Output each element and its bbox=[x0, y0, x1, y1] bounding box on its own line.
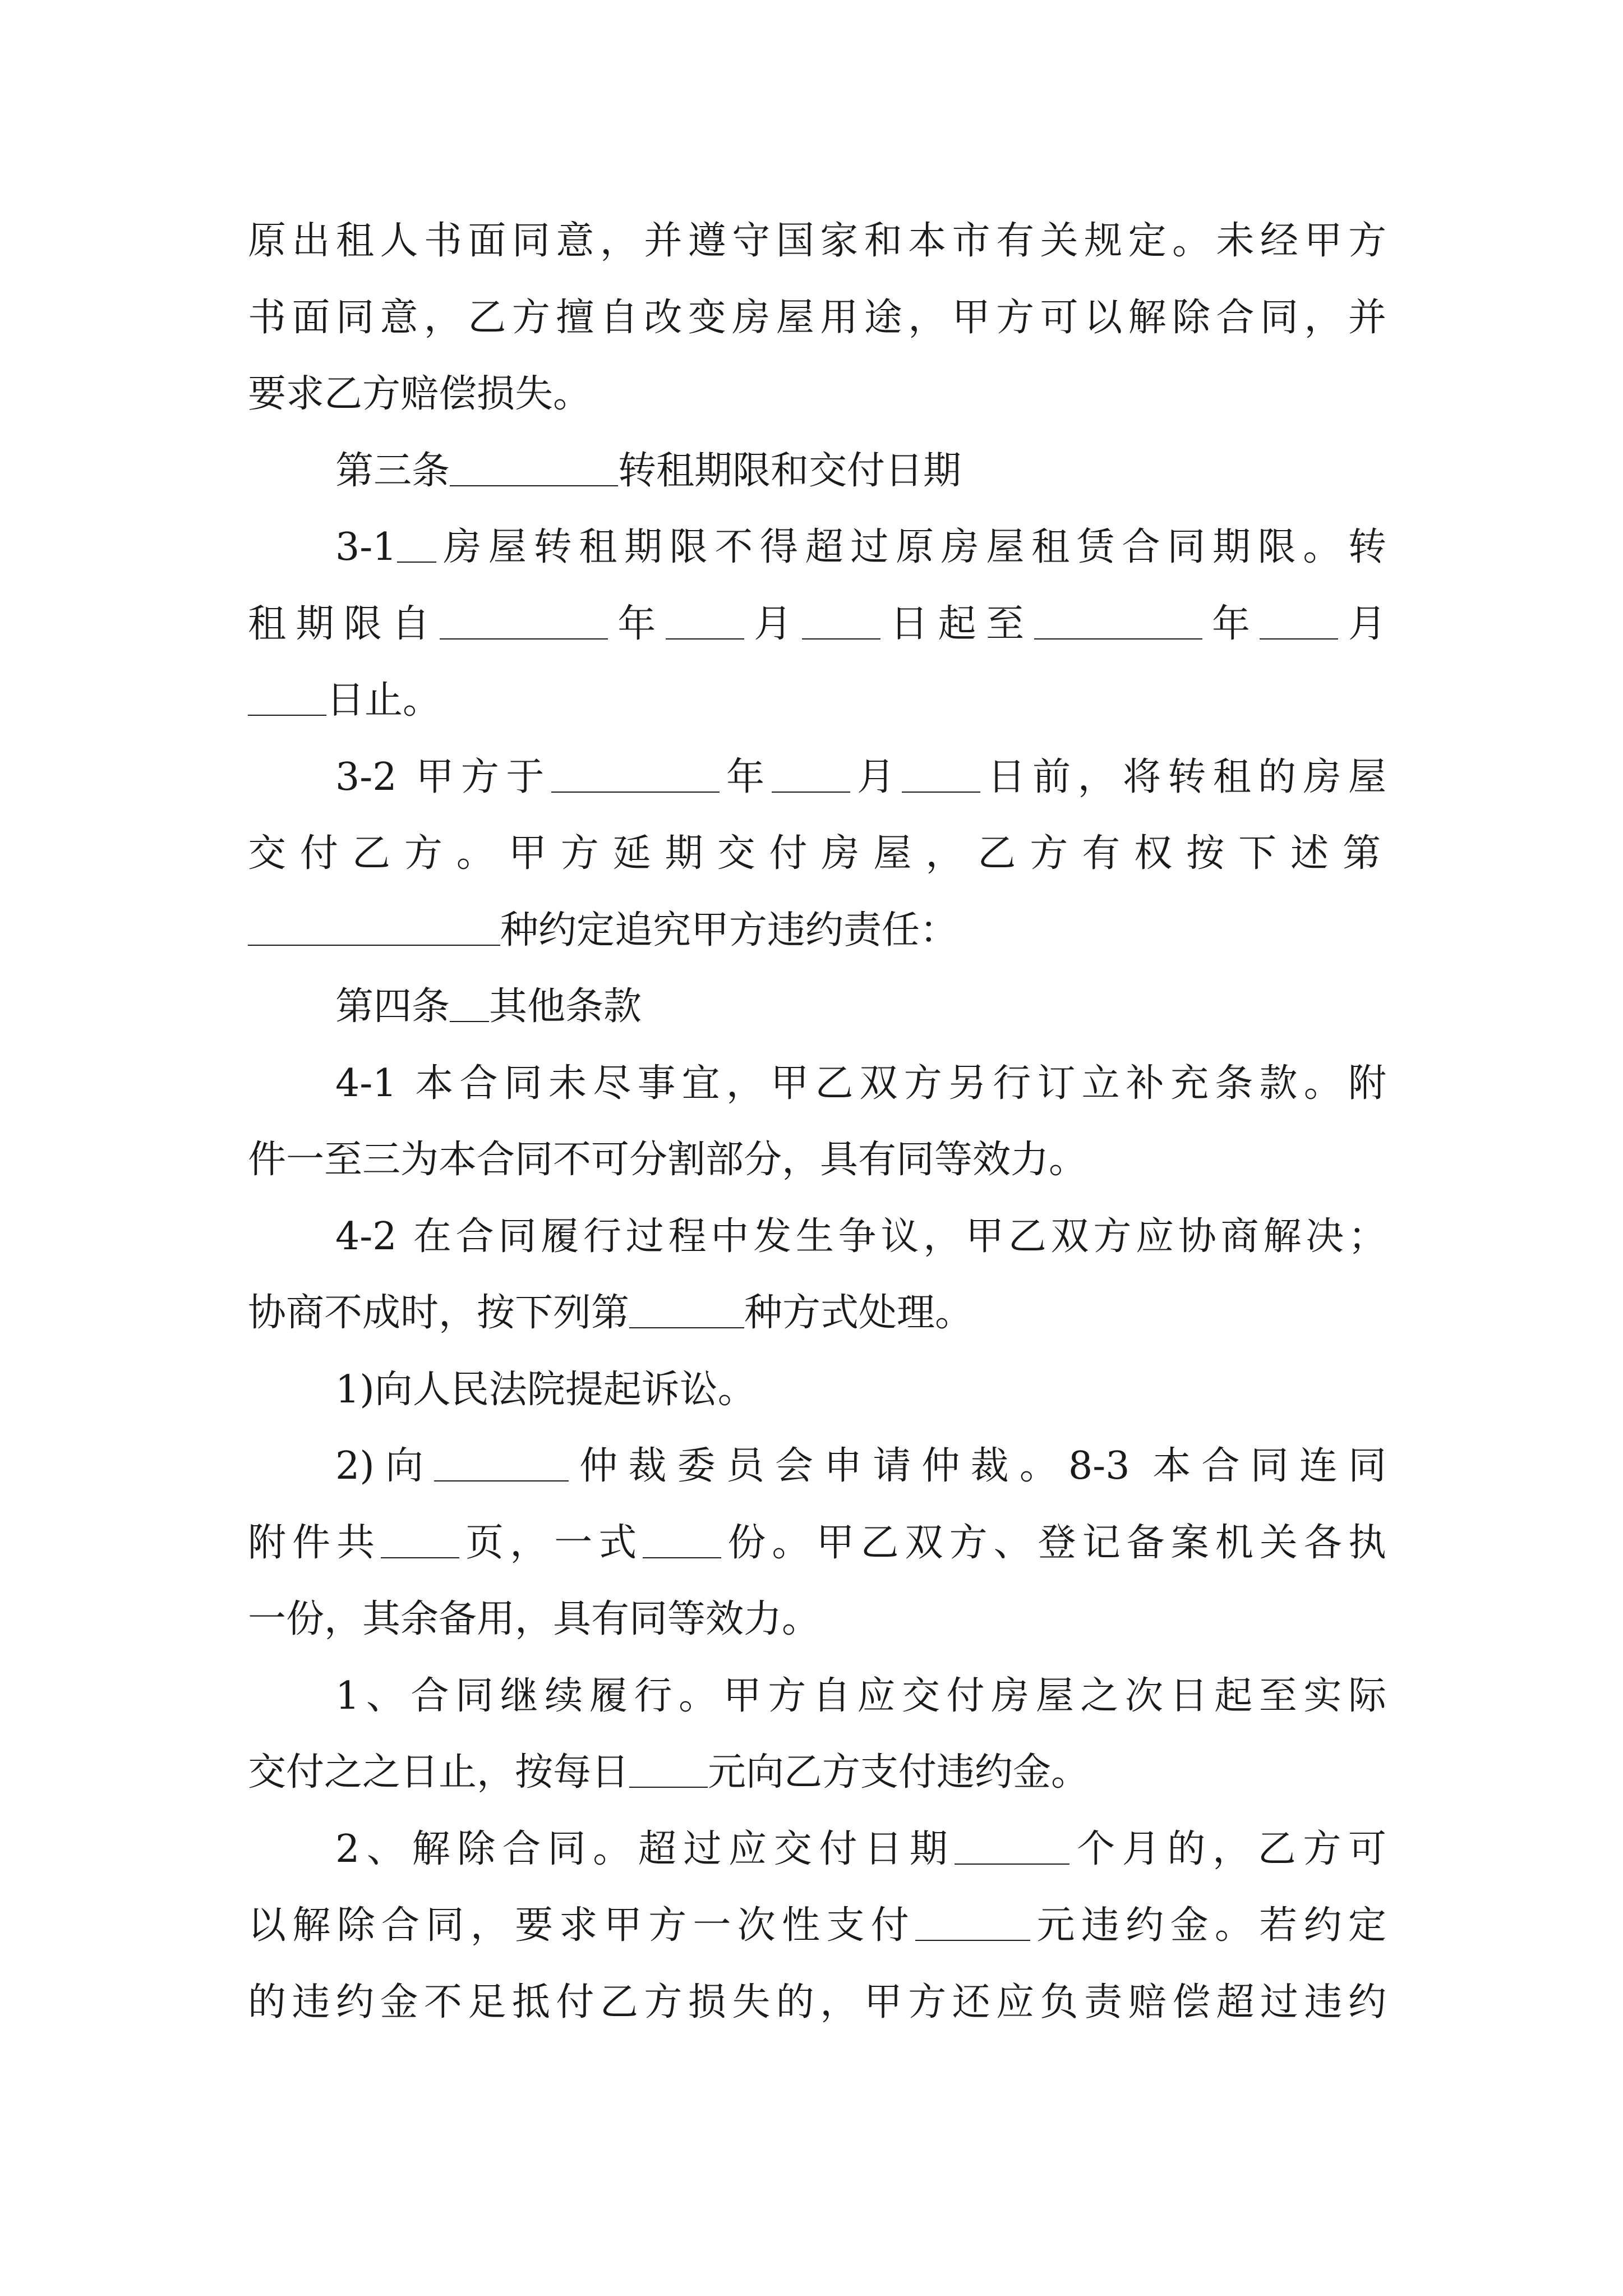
text-segment: 1)向人民法院提起诉讼。 bbox=[335, 1367, 756, 1412]
fill-blank bbox=[450, 450, 618, 486]
text-segment: 3-1 bbox=[335, 525, 397, 569]
fill-blank bbox=[802, 603, 880, 639]
fill-blank bbox=[666, 603, 744, 639]
text-segment: 4-1 本合同未尽事宜，甲乙双方另行订立补充条款。附 bbox=[335, 1061, 1386, 1106]
fill-blank bbox=[248, 680, 326, 716]
fill-blank bbox=[381, 1522, 459, 1558]
text-segment: 日前，将转租的房屋 bbox=[980, 754, 1386, 799]
fill-blank bbox=[955, 1828, 1069, 1865]
text-segment: 房屋转租期限不得超过原房屋租赁合同期限。转 bbox=[436, 525, 1386, 569]
text-line bbox=[248, 1811, 1386, 1888]
text-line bbox=[248, 280, 1386, 357]
text-segment: 月 bbox=[850, 754, 902, 799]
fill-blank bbox=[434, 1446, 569, 1482]
text-line bbox=[248, 1734, 1386, 1811]
text-segment: 种方式处理。 bbox=[744, 1291, 974, 1335]
text-line bbox=[248, 1352, 1386, 1429]
fill-blank bbox=[397, 527, 436, 563]
text-segment: 书面同意，乙方擅自改变房屋用途，甲方可以解除合同，并 bbox=[248, 295, 1386, 340]
text-segment: 份。甲乙双方、登记备案机关各执 bbox=[721, 1520, 1386, 1565]
contract-text bbox=[248, 203, 1386, 2041]
text-line bbox=[248, 816, 1386, 892]
text-segment: 日止。 bbox=[326, 678, 441, 723]
text-line bbox=[248, 586, 1386, 663]
text-line bbox=[248, 1046, 1386, 1122]
fill-blank bbox=[1260, 603, 1338, 639]
text-segment: 日起至 bbox=[880, 601, 1034, 646]
text-segment: 原出租人书面同意，并遵守国家和本市有关规定。未经甲方 bbox=[248, 219, 1386, 263]
fill-blank bbox=[902, 756, 980, 793]
text-segment: 仲裁委员会申请仲裁。8-3 本合同连同 bbox=[569, 1444, 1386, 1488]
text-segment: 转租期限和交付日期 bbox=[618, 448, 962, 493]
text-segment: 以解除合同，要求甲方一次性支付 bbox=[248, 1903, 916, 1948]
text-line bbox=[248, 1275, 1386, 1352]
text-line bbox=[248, 509, 1386, 586]
text-segment: 年 bbox=[1202, 601, 1260, 646]
text-segment: 第三条 bbox=[335, 448, 450, 493]
text-segment: 种约定追究甲方违约责任： bbox=[500, 908, 958, 953]
text-segment: 一份，其余备用，具有同等效力。 bbox=[248, 1597, 820, 1641]
text-segment: 2)向 bbox=[335, 1444, 435, 1488]
text-segment: 附件共 bbox=[248, 1520, 381, 1565]
text-segment: 第四条 bbox=[335, 984, 450, 1029]
text-line bbox=[248, 1581, 1386, 1658]
text-segment: 件一至三为本合同不可分割部分，具有同等效力。 bbox=[248, 1138, 1087, 1182]
fill-blank bbox=[450, 986, 489, 1023]
text-segment: 3-2 甲方于 bbox=[335, 754, 551, 799]
fill-blank bbox=[772, 756, 850, 793]
text-line bbox=[248, 1199, 1386, 1276]
text-segment: 4-2 在合同履行过程中发生争议，甲乙双方应协商解决； bbox=[335, 1214, 1386, 1259]
fill-blank bbox=[248, 909, 500, 946]
text-segment: 元向乙方支付违约金。 bbox=[708, 1750, 1090, 1795]
text-segment: 要求乙方赔偿损失。 bbox=[248, 372, 592, 416]
text-line bbox=[248, 1122, 1386, 1199]
text-segment: 1、合同继续履行。甲方自应交付房屋之次日起至实际 bbox=[335, 1673, 1386, 1718]
fill-blank bbox=[629, 1752, 708, 1788]
text-segment: 月 bbox=[1338, 601, 1386, 646]
section-heading-4 bbox=[248, 969, 1386, 1046]
text-segment: 其他条款 bbox=[489, 984, 642, 1029]
text-segment: 租期限自 bbox=[248, 601, 440, 646]
fill-blank bbox=[629, 1292, 744, 1329]
fill-blank bbox=[440, 603, 608, 639]
text-segment: 月 bbox=[744, 601, 802, 646]
text-line bbox=[248, 662, 1386, 739]
fill-blank bbox=[643, 1522, 721, 1558]
text-segment: 个月的，乙方可 bbox=[1069, 1826, 1386, 1871]
fill-blank bbox=[551, 756, 720, 793]
text-line bbox=[248, 356, 1386, 433]
text-line bbox=[248, 1505, 1386, 1582]
text-segment: 交付乙方。甲方延期交付房屋，乙方有权按下述第 bbox=[248, 831, 1386, 876]
text-segment: 页，一式 bbox=[459, 1520, 643, 1565]
text-segment: 年 bbox=[719, 754, 772, 799]
section-heading-3 bbox=[248, 433, 1386, 510]
fill-blank bbox=[1034, 603, 1202, 639]
text-segment: 交付之之日止，按每日 bbox=[248, 1750, 630, 1795]
text-segment: 协商不成时，按下列第 bbox=[248, 1291, 630, 1335]
text-line bbox=[248, 1888, 1386, 1964]
text-line bbox=[248, 892, 1386, 969]
text-line bbox=[248, 1964, 1386, 2041]
text-line bbox=[248, 739, 1386, 816]
fill-blank bbox=[915, 1905, 1030, 1941]
text-line bbox=[248, 1658, 1386, 1735]
text-segment: 的违约金不足抵付乙方损失的，甲方还应负责赔偿超过违约 bbox=[248, 1980, 1386, 2024]
text-line bbox=[248, 203, 1386, 280]
text-line bbox=[248, 1428, 1386, 1505]
text-segment: 元违约金。若约定 bbox=[1030, 1903, 1386, 1948]
text-segment: 年 bbox=[607, 601, 666, 646]
text-segment: 2、解除合同。超过应交付日期 bbox=[335, 1826, 955, 1871]
